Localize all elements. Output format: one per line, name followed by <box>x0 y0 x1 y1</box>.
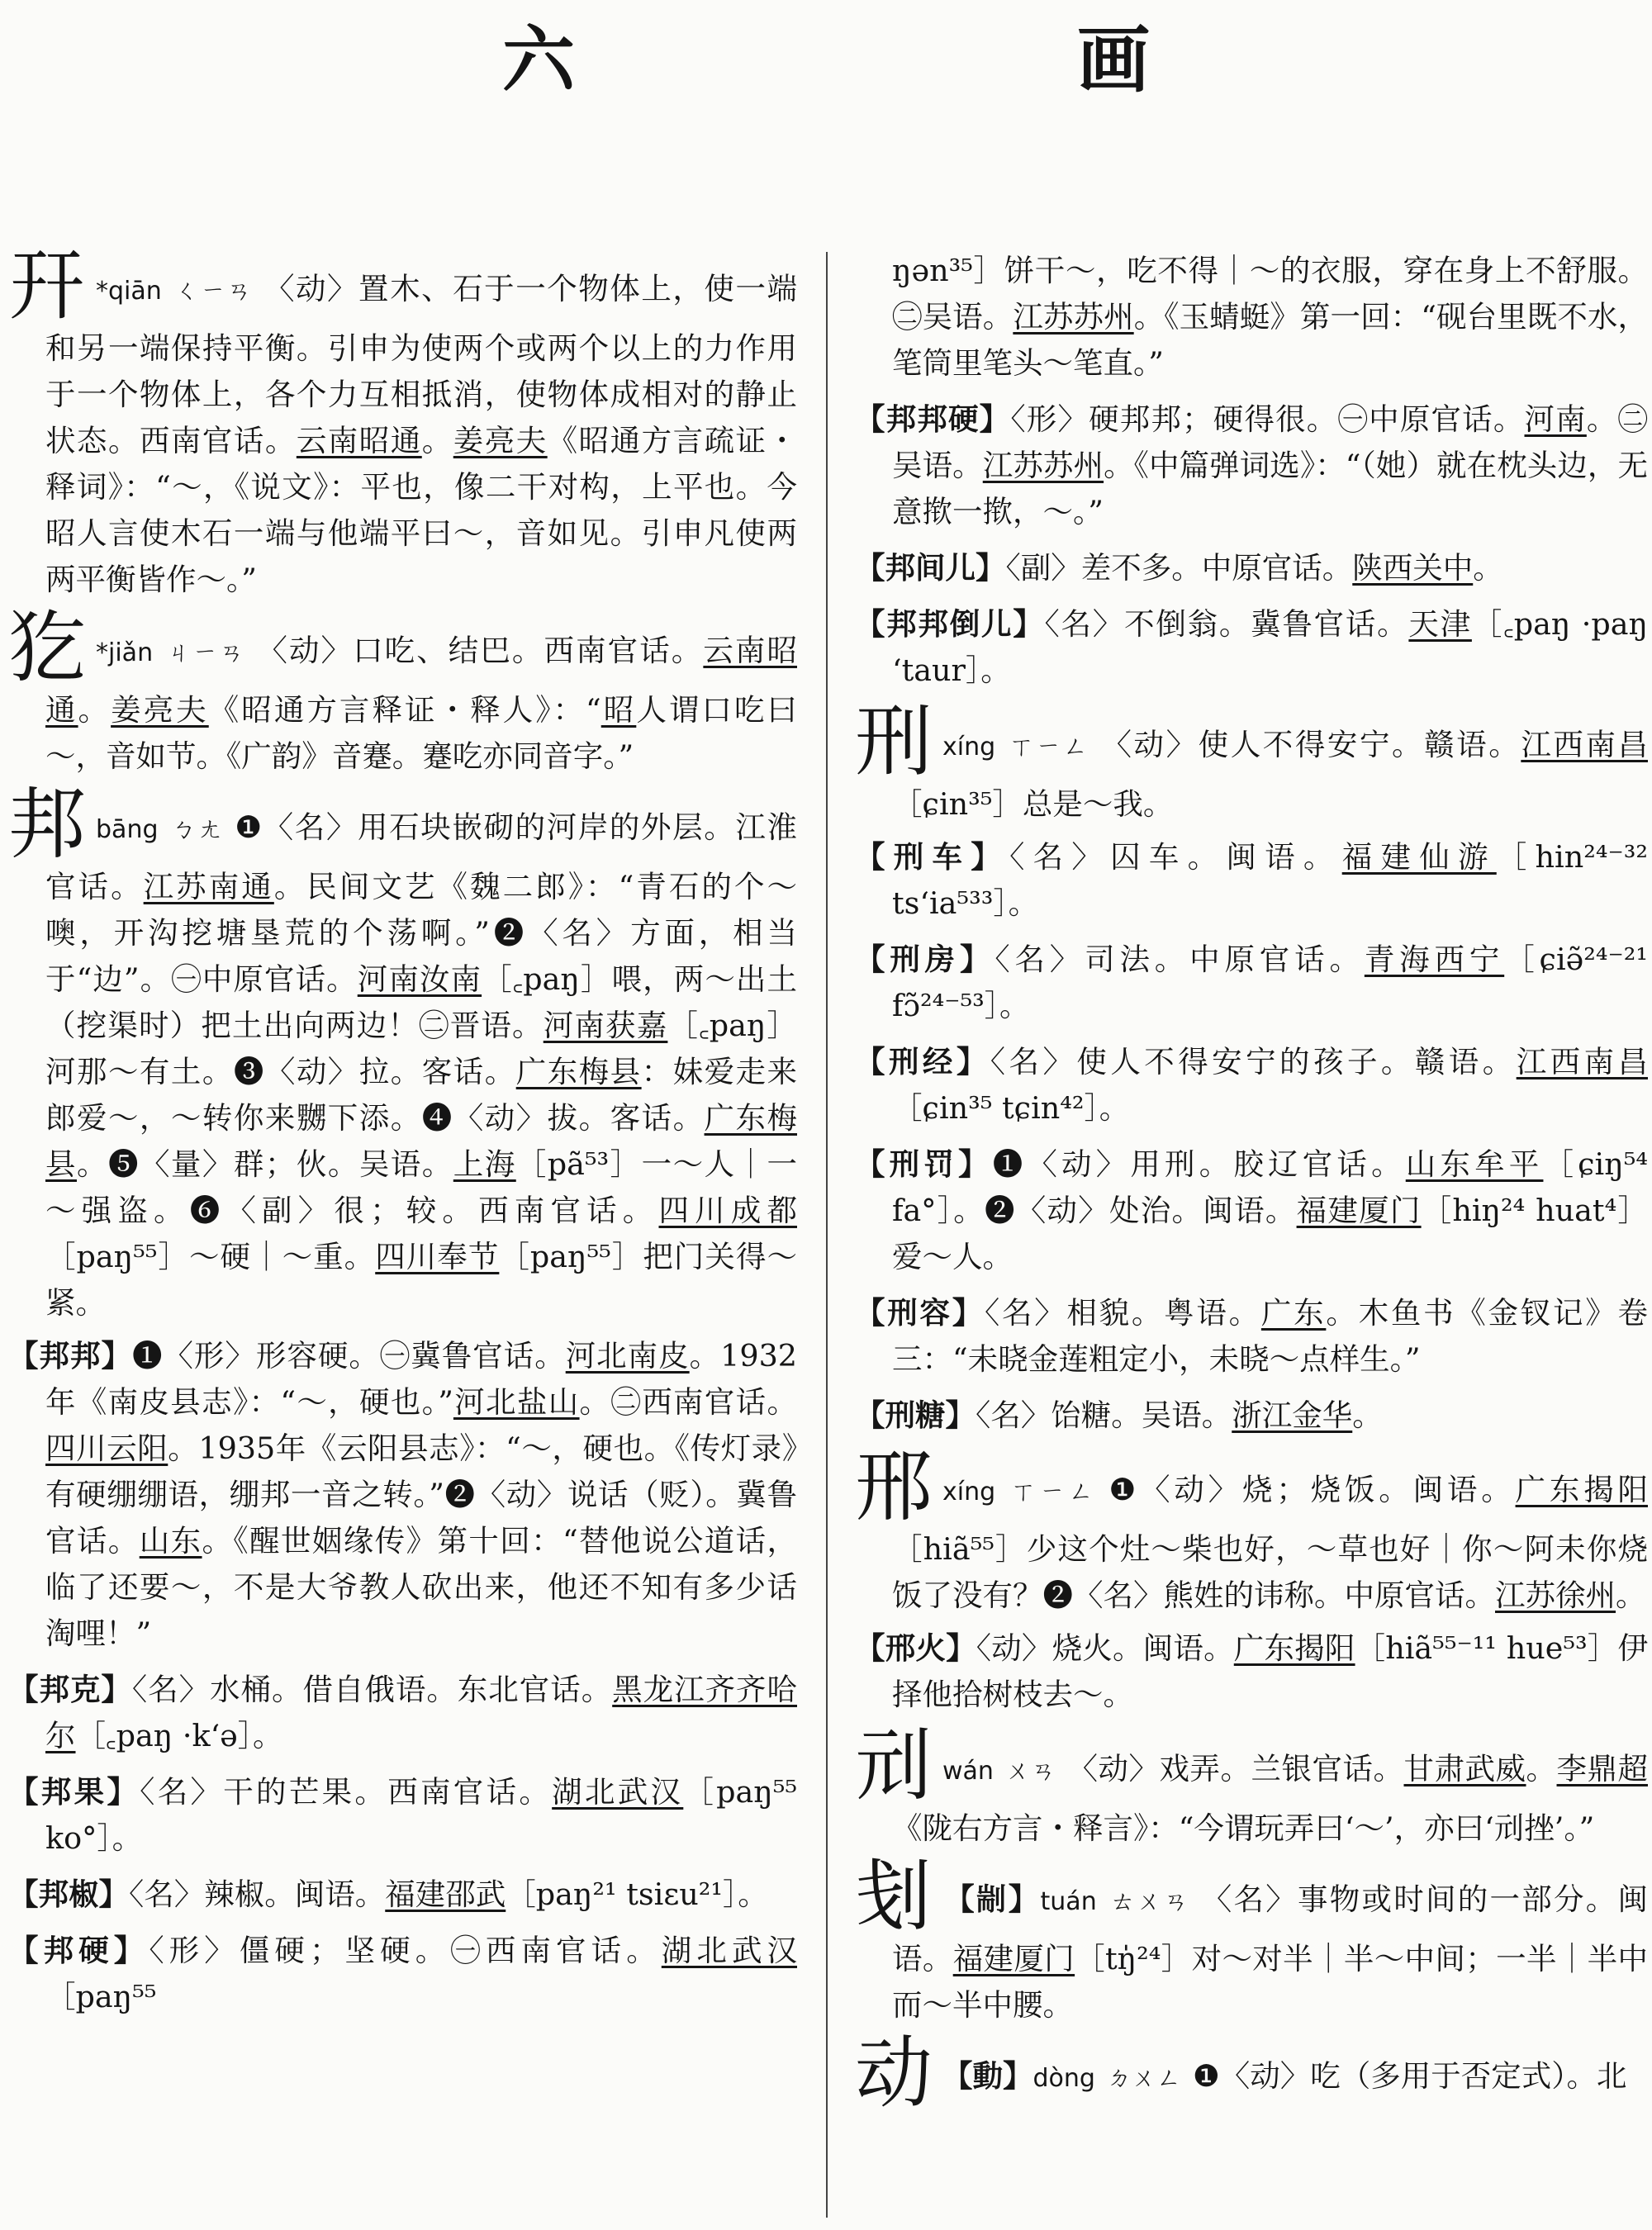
headword-char: 幵 <box>8 248 87 331</box>
headword-entry <box>8 780 797 1326</box>
left-column <box>8 248 797 2218</box>
subentry-word: 【邦邦倒儿】 <box>855 606 1045 642</box>
subentry <box>855 937 1648 1029</box>
subentry-word: 【邦果】 <box>8 1774 140 1810</box>
pinyin: bāng <box>96 815 159 844</box>
subentry <box>855 1039 1648 1132</box>
definition: 〈动〉置木、石于一个物体上，使一端和另一端保持平衡。引申为使两个或两个以上的力作用于一个物体上，各个力互相抵消，使物体成相对的静止状态。西南官话。云南昭通。姜亮夫《昭通方言疏证・释词》：“～，《说文》：平也，像二干对构，上平也。今昭人言使木石一端与他端平曰～，音如见。引申凡使两两平衡皆作～。” <box>45 271 797 597</box>
subentry-word: 【刑糖】 <box>855 1397 976 1433</box>
definition: 〈形〉僵硬；坚硬。㊀西南官话。湖北武汉［paŋ⁵⁵ <box>45 1933 797 2014</box>
definition: 〈名〉辣椒。闽语。福建邵武［paŋ²¹ tsiɛu²¹］。 <box>129 1877 768 1912</box>
zhuyin: ㄨㄢ <box>1004 1757 1056 1786</box>
headword-char: 动 <box>855 2028 933 2118</box>
subentry <box>855 1393 1648 1439</box>
definition: 〈名〉饴糖。吴语。浙江金华。 <box>976 1397 1383 1433</box>
zhuyin: ㄒㄧㄥ <box>1007 733 1090 762</box>
pinyin: *jiǎn <box>96 638 154 667</box>
headword-entry <box>855 2028 1648 2118</box>
pinyin: tuán <box>1040 1887 1097 1916</box>
definition: 〈名〉使人不得安宁的孩子。赣语。江西南昌［ɕin³⁵ tɕin⁴²］。 <box>892 1044 1648 1126</box>
zhuyin: ㄒㄧㄥ <box>1007 1478 1098 1506</box>
subentry <box>855 1625 1648 1718</box>
definition: ŋən³⁵］饼干～，吃不得｜～的衣服，穿在身上不舒服。㊁吴语。江苏苏州。《玉蜻蜓》第一回：“砚台里既不水，笔筒里笔头～笔直。” <box>892 253 1648 381</box>
subentry-word: 【刑罚】 <box>855 1146 993 1182</box>
subentry-word: 【刑房】 <box>855 942 995 977</box>
headword-entry <box>855 1442 1648 1619</box>
right-column <box>855 248 1648 2218</box>
subentry <box>855 601 1648 694</box>
subentry-word: 【邦椒】 <box>8 1877 129 1912</box>
subentry <box>8 1667 797 1759</box>
definition: 〈动〉口吃、结巴。西南官话。云南昭通。姜亮夫《昭通方言释证・释人》：“昭人谓口吃曰～，音如节。《广韵》音蹇。蹇吃亦同音字。” <box>45 633 797 774</box>
zhuyin: ㄅㄤ <box>169 815 224 844</box>
headword-char: 刓 <box>855 1721 933 1811</box>
definition: 〈名〉相貌。粤语。广东。木鱼书《金钗记》卷三：“未晓金莲粗定小，未晓～点样生。” <box>892 1295 1648 1377</box>
definition: 〈副〉差不多。中原官话。陕西关中。 <box>1005 550 1503 586</box>
headword-entry <box>855 1852 1648 2028</box>
headword-entry <box>855 1721 1648 1852</box>
column-divider <box>826 252 828 2218</box>
definition: 〈形〉硬邦邦；硬得很。㊀中原官话。河南。㊁吴语。江苏苏州。《中篇弹词选》：“（她）就在枕头边，无意揿一揿，～。” <box>892 401 1648 529</box>
subentry-word: 【刑车】 <box>855 839 1010 875</box>
definition: 〈动〉烧火。闽语。广东揭阳［hiã⁵⁵⁻¹¹ hue⁵³］伊择他拾树枝去～。 <box>892 1630 1648 1712</box>
subentry-word: 【邦硬】 <box>8 1933 150 1968</box>
page-title: 六 画 <box>501 17 1365 102</box>
definition: 〈名〉水桶。借自俄语。东北官话。黑龙江齐齐哈尔［꜀paŋ ·k‘ə］。 <box>45 1672 797 1753</box>
headword-entry <box>8 603 797 780</box>
pinyin: dòng <box>1032 2064 1095 2093</box>
definition: 〈动〉使人不得安宁。赣语。江西南昌［ɕin³⁵］总是～我。 <box>892 727 1648 822</box>
definition: ❶〈形〉形容硬。㊀冀鲁官话。河北南皮。1932年《南皮县志》：“～，硬也。”河北盐山。㊁西南官话。四川云阳。1935年《云阳县志》：“～，硬也。《传灯录》有硬绷绷语，绷邦一音之转。”❷〈动〉说话（贬）。冀鲁官话。山东。《醒世姻缘传》第十回：“替他说公道话，临了还要～，不是大爷教人砍出来，他还不知有多少话淘哩！” <box>45 1338 797 1651</box>
subentry <box>8 1769 797 1862</box>
subentry-word: 【邦邦】 <box>8 1338 132 1374</box>
headword-char: 邢 <box>855 1442 933 1532</box>
zhuyin: ㄑㄧㄢ <box>173 277 253 306</box>
variant-form: 【剬】 <box>942 1881 1041 1917</box>
subentry-word: 【邦间儿】 <box>855 550 1006 586</box>
definition: 〈名〉司法。中原官话。青海西宁［ɕiə̃²⁴⁻²¹ fɔ̃²⁴⁻⁵³］。 <box>892 942 1648 1023</box>
subentry <box>8 1872 797 1918</box>
zhuyin: ㄐㄧㄢ <box>164 638 246 667</box>
definition: 〈名〉囚车。闽语。福建仙游［hin²⁴⁻³² ts‘ia⁵³³］。 <box>892 839 1648 921</box>
subentry <box>8 1333 797 1657</box>
subentry-word: 【邦邦硬】 <box>855 401 1011 437</box>
subentry <box>855 1290 1648 1383</box>
subentry-word: 【刑容】 <box>855 1295 985 1331</box>
subentry <box>855 834 1648 927</box>
definition: 〈名〉不倒翁。冀鲁官话。天津［꜀paŋ ·paŋ ‘taur］。 <box>892 606 1648 688</box>
headword-entry <box>8 248 797 603</box>
continued-entry <box>855 248 1648 387</box>
definition: 〈名〉干的芒果。西南官话。湖北武汉［paŋ⁵⁵ ko°］。 <box>45 1774 797 1856</box>
subentry <box>855 1141 1648 1280</box>
headword-char: 邦 <box>8 780 87 870</box>
definition: ❶〈动〉吃（多用于否定式）。北 <box>1192 2058 1627 2094</box>
variant-form: 【動】 <box>942 2058 1033 2094</box>
subentry-word: 【邢火】 <box>855 1630 976 1666</box>
headword-char: 犵 <box>8 603 87 693</box>
zhuyin: ㄊㄨㄢ <box>1108 1887 1190 1916</box>
pinyin: *qiān <box>96 277 162 306</box>
headword-entry <box>855 697 1648 828</box>
definition: 〈名〉事物或时间的一部分。闽语。福建厦门［tŋ̍²⁴］对～对半｜半～中间；一半｜半中而～半中腰。 <box>892 1881 1648 2023</box>
subentry <box>855 545 1648 591</box>
pinyin: xíng <box>942 733 996 762</box>
subentry-word: 【邦克】 <box>8 1672 132 1707</box>
subentry <box>8 1928 797 2020</box>
subentry-word: 【刑经】 <box>855 1044 990 1079</box>
definition: ❶〈名〉用石块嵌砌的河岸的外层。江淮官话。江苏南通。民间文艺《魏二郎》：“青石的个～噢，开沟挖塘垦荒的个荡啊。”❷〈名〉方面，相当于“边”。㊀中原官话。河南汝南［꜀paŋ］喂，两～出土（挖渠时）把土出向两边！㊁晋语。河南获嘉［꜀paŋ］河那～有土。❸〈动〉拉。客话。广东梅县：妹爱走来郎爱～，～转你来嬲下添。❹〈动〉拔。客话。广东梅县。❺〈量〉群；伙。吴语。上海［pã⁵³］一～人｜一～强盗。❻〈副〉很；较。西南官话。四川成都［paŋ⁵⁵］～硬｜～重。四川奉节［paŋ⁵⁵］把门关得～紧。 <box>45 809 797 1321</box>
subentry <box>855 396 1648 535</box>
zhuyin: ㄉㄨㄥ <box>1106 2064 1181 2093</box>
pinyin: wán <box>942 1757 994 1786</box>
headword-char: 刬 <box>855 1852 933 1942</box>
headword-char: 刑 <box>855 697 933 787</box>
definition: ❶〈动〉烧；烧饭。闽语。广东揭阳［hiã⁵⁵］少这个灶～柴也好，～草也好｜你～阿未你烧饭了没有？❷〈名〉熊姓的讳称。中原官话。江苏徐州。 <box>892 1472 1648 1613</box>
definition: ❶〈动〉用刑。胶辽官话。山东牟平［ɕiŋ⁵⁴ fa°］。❷〈动〉处治。闽语。福建厦门［hiŋ²⁴ huat⁴］爱～人。 <box>892 1146 1648 1274</box>
pinyin: xíng <box>942 1478 996 1506</box>
definition: 〈动〉戏弄。兰银官话。甘肃武威。李鼎超《陇右方言・释言》：“今谓玩弄曰‘～’，亦曰‘刓挫’。” <box>892 1751 1648 1846</box>
